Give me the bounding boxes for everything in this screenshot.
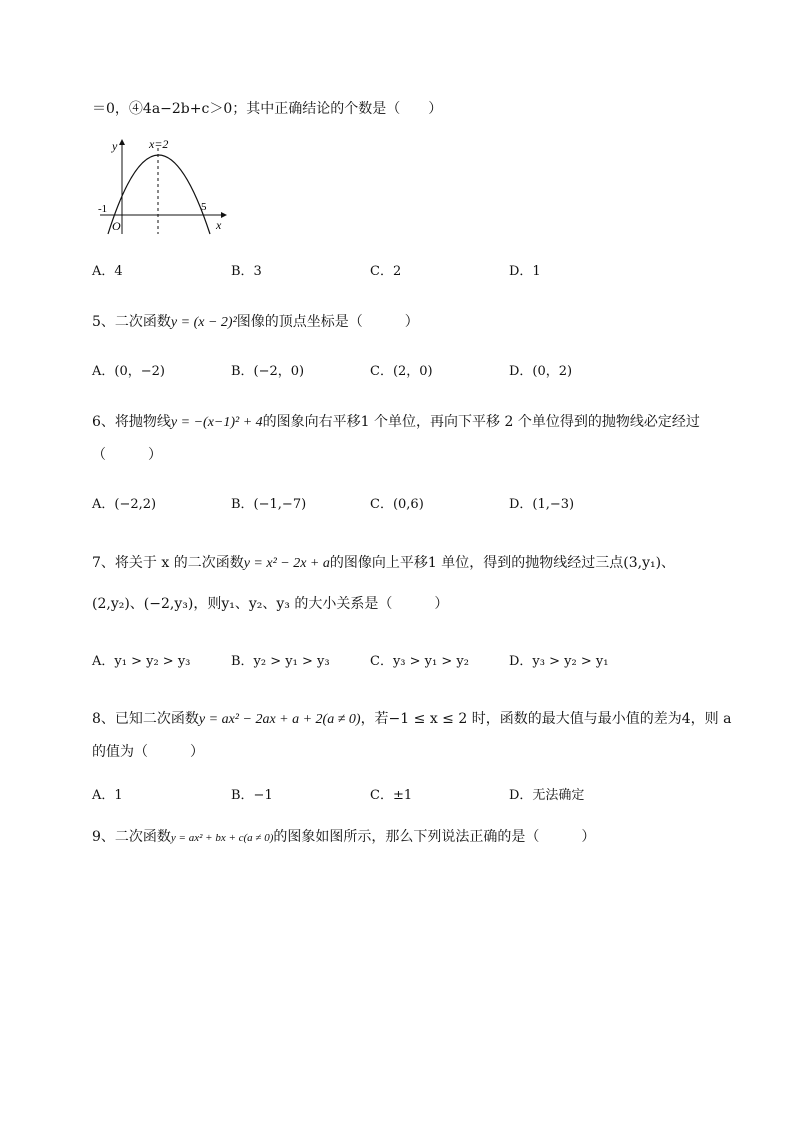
left-root-label: -1 <box>98 203 108 215</box>
symmetry-label: x=2 <box>149 137 169 151</box>
q5-formula: y = (x − 2)² <box>170 315 237 330</box>
parabola-curve <box>108 155 210 234</box>
q4-option-d[interactable]: D．1 <box>509 264 541 279</box>
q8-stem-line2: 的值为（ ） <box>92 744 204 760</box>
q5-option-b[interactable]: B．(−2，0) <box>231 364 305 379</box>
q6-option-a[interactable]: A．(−2,2) <box>92 497 157 512</box>
q4-tail-text: ＝0，④4a−2b+c＞0；其中正确结论的个数是（ ） <box>92 101 443 117</box>
q6-option-b[interactable]: B．(−1,−7) <box>231 497 307 512</box>
q9-stem <box>92 828 595 847</box>
q8-option-d[interactable]: D．无法确定 <box>509 788 585 803</box>
q9-prefix: 9、二次函数 <box>92 829 171 845</box>
q4-option-b[interactable]: B．3 <box>231 264 262 279</box>
q7-option-d[interactable]: D．y₃ > y₂ > y₁ <box>509 654 609 669</box>
q6-prefix: 6、将抛物线 <box>92 414 171 430</box>
q9-suffix: 的图象如图所示，那么下列说法正确的是（ ） <box>273 829 596 845</box>
q8-option-b[interactable]: B．−1 <box>231 788 273 803</box>
q4-option-c[interactable]: C．2 <box>370 264 402 279</box>
q8-stem <box>92 710 731 729</box>
q7-option-c[interactable]: C．y₃ > y₁ > y₂ <box>370 654 469 669</box>
q7-option-a[interactable]: A．y₁ > y₂ > y₃ <box>92 654 191 669</box>
origin-label: O <box>112 219 121 233</box>
x-axis-label: x <box>216 218 222 232</box>
q4-parabola-graph <box>92 134 232 238</box>
q7-prefix: 7、将关于 x 的二次函数 <box>92 555 244 571</box>
q5-option-a[interactable]: A．(0，−2) <box>92 364 165 379</box>
q6-formula: y = −(x−1)² + 4 <box>170 415 263 430</box>
q8-option-c[interactable]: C．±1 <box>370 788 413 803</box>
q6-option-c[interactable]: C．(0,6) <box>370 497 424 512</box>
q9-formula: y = ax² + bx + c(a ≠ 0) <box>170 832 274 844</box>
q5-option-d[interactable]: D．(0，2) <box>509 364 573 379</box>
q7-stem <box>92 554 675 573</box>
q7-stem-line2: (2,y₂)、(−2,y₃)，则y₁、y₂、y₃ 的大小关系是（ ） <box>92 596 449 612</box>
right-root-label: 5 <box>201 201 207 213</box>
q8-prefix: 8、已知二次函数 <box>92 711 199 727</box>
q7-suffix: 的图像向上平移1 单位，得到的抛物线经过三点(3,y₁)、 <box>329 555 676 571</box>
q8-option-a[interactable]: A．1 <box>92 788 123 803</box>
q6-option-d[interactable]: D．(1,−3) <box>509 497 575 512</box>
q8-suffix: ，若−1 ≤ x ≤ 2 时，函数的最大值与最小值的差为4，则 a <box>360 711 732 727</box>
q7-formula: y = x² − 2x + a <box>243 556 330 571</box>
q4-option-a[interactable]: A．4 <box>92 264 123 279</box>
q5-prefix: 5、二次函数 <box>92 314 171 330</box>
q7-option-b[interactable]: B．y₂ > y₁ > y₃ <box>231 654 330 669</box>
q5-suffix: 图像的顶点坐标是（ ） <box>236 314 419 330</box>
y-axis-label: y <box>112 139 118 153</box>
q5-option-c[interactable]: C．(2，0) <box>370 364 433 379</box>
q6-suffix: 的图象向右平移1 个单位，再向下平移 2 个单位得到的抛物线必定经过 <box>262 414 700 430</box>
q6-stem <box>92 413 700 432</box>
q5-stem <box>92 313 419 332</box>
q8-formula: y = ax² − 2ax + a + 2(a ≠ 0) <box>198 712 361 727</box>
q6-stem-line2: （ ） <box>92 447 162 463</box>
